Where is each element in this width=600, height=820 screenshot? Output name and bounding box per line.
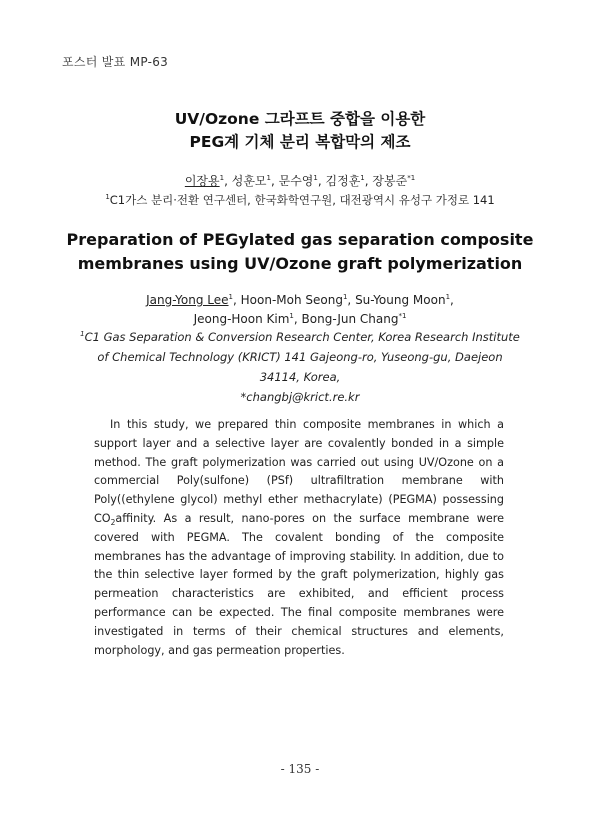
english-author-name: Jang-Yong Lee (146, 293, 229, 307)
author-superscript: 1 (313, 174, 318, 182)
author-superscript: 1 (289, 312, 294, 320)
author-superscript: 1 (342, 293, 348, 301)
english-authors-line2: Jeong-Hoon Kim$^1$, Bong-Jun Chang$^{*1}$ (193, 312, 407, 326)
author-superscript: 1 (360, 174, 365, 182)
affiliation-superscript: 1 (105, 193, 110, 202)
korean-author-name: 성훈모 (231, 174, 267, 188)
page-number: - 135 - (280, 762, 320, 776)
english-author-name: Bong-Jun Chang (301, 312, 399, 326)
english-author-name: Jeong-Hoon Kim (193, 312, 290, 326)
korean-affiliation (0, 192, 600, 208)
poster-session-tag: 포스터 발표 MP-63 (62, 55, 169, 69)
english-author-name: Hoon-Moh Seong (240, 293, 343, 307)
english-title-line2: membranes using UV/Ozone graft polymerization (77, 254, 523, 273)
english-affiliation (0, 327, 600, 407)
author-superscript: 1 (445, 293, 451, 301)
english-authors (0, 291, 600, 329)
corresponding-email: *changbj@krict.re.kr (240, 390, 360, 404)
korean-author-name: 문수영 (278, 174, 314, 188)
abstract-text-part1: In this study, we prepared thin composite membranes in which a support layer and a selective layer are covalently bonded in a simple method. The graft polymerization was carried out using UV/Ozone on a commercial Poly(sulfone) (PSf) ultrafiltration membrane with Poly((ethylene glycol) methyl ether methacrylate) (PEGMA) possessing CO (94, 418, 504, 525)
english-affiliation-line2: of Chemical Technology (KRICT) 141 Gajeong-ro, Yuseong-gu, Daejeon (97, 350, 503, 364)
author-superscript: *1 (398, 312, 407, 320)
korean-title-line1: UV/Ozone 그라프트 중합을 이용한 (174, 110, 426, 128)
abstract-body (94, 416, 504, 660)
co2-subscript: 2 (110, 518, 116, 528)
english-affiliation-line3: 34114, Korea, (259, 370, 341, 384)
english-affiliation-line1 (0, 327, 600, 347)
korean-affiliation-text: C1가스 분리·전환 연구센터, 한국화학연구원, 대전광역시 유성구 가정로 141 (109, 193, 495, 207)
affiliation-superscript: 1 (80, 330, 85, 339)
english-author-name: Su-Young Moon (355, 293, 446, 307)
korean-authors: 이장용$^1$, 성훈모$^1$, 문수영$^1$, 김정훈$^1$, 장봉준$^{*1}$ (184, 174, 416, 188)
korean-author-name: 이장용 (184, 174, 220, 188)
english-title-line1: Preparation of PEGylated gas separation composite (66, 230, 534, 249)
author-superscript: 1 (219, 174, 225, 182)
author-superscript: 1 (266, 174, 271, 182)
english-title (0, 228, 600, 276)
author-superscript: 1 (228, 293, 233, 301)
korean-title-line2: PEG계 기체 분리 복합막의 제조 (189, 133, 411, 151)
korean-author-name: 김정훈 (325, 174, 361, 188)
korean-author-name: 장봉준 (372, 174, 408, 188)
english-authors-line1: Jang-Yong Lee$^1$, Hoon-Moh Seong$^1$, Su-Young Moon$^1$, (146, 293, 454, 307)
korean-title (0, 108, 600, 154)
author-superscript: *1 (407, 174, 416, 182)
abstract-text-part2: affinity. As a result, nano-pores on the surface membrane were covered with PEGMA. The covalent bonding of the composite membranes has the advantage of improving stability. In addition, due to the thin selective layer formed by the graft polymerization, highly gas permeation characteristics are exhibited, and efficient process performance can be expected. The final composite membranes were investigated in terms of their chemical structures and elements, morphology, and gas permeation properties. (94, 511, 504, 657)
english-affiliation-text: C1 Gas Separation & Conversion Research Center, Korea Research Institute (84, 330, 520, 344)
